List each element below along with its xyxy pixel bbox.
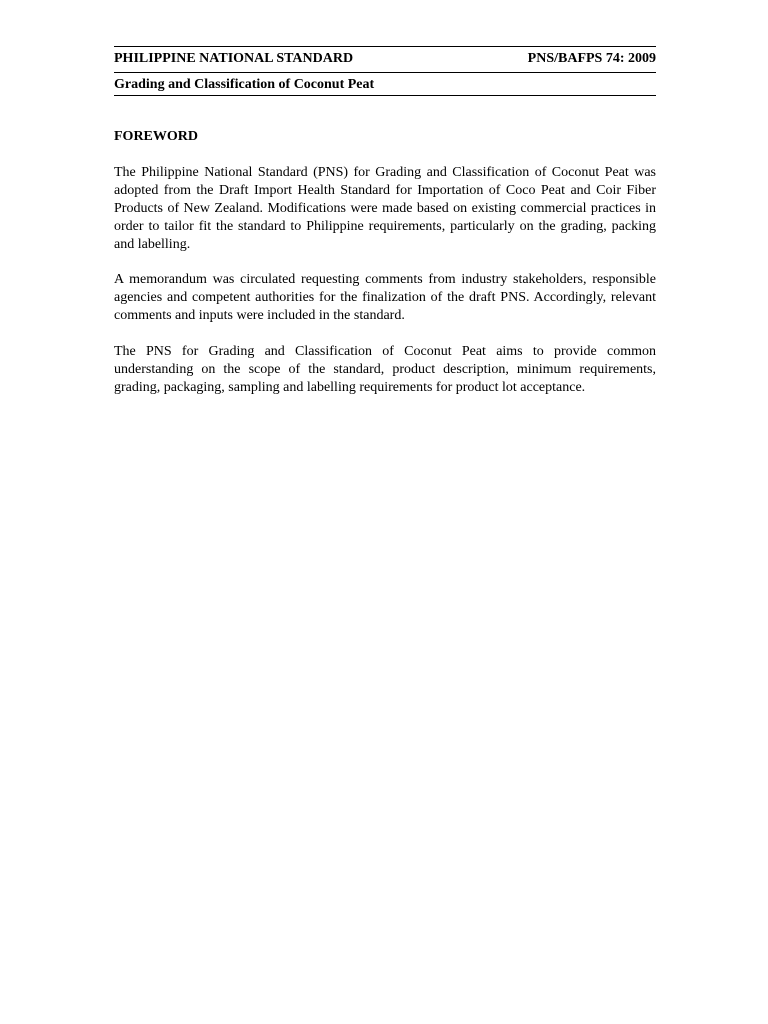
standard-title: PHILIPPINE NATIONAL STANDARD: [114, 51, 354, 66]
foreword-paragraph: The Philippine National Standard (PNS) for Grading and Classification of Coconut Peat was adopted from the Draft Import Health Standard for Importation of Coco Peat and Coir Fiber Products of New Zealand. Modifications were made based on existing commercial practices in order to tailor fit the standard to Philippine requirements, particularly on the grading, packing and labelling.: [114, 165, 656, 252]
header-top-rule: [114, 46, 656, 47]
foreword-paragraph: The PNS for Grading and Classification of Coconut Peat aims to provide common understanding on the scope of the standard, product description, minimum requirements, grading, packaging, sampling and labelling requirements for product lot acceptance.: [114, 344, 656, 395]
document-header: [114, 50, 656, 68]
foreword-heading: FOREWORD: [114, 129, 198, 144]
foreword-paragraph: A memorandum was circulated requesting comments from industry stakeholders, responsible agencies and competent authorities for the finalization of the draft PNS. Accordingly, relevant comments and inputs were included in the standard.: [114, 272, 656, 323]
standard-code: PNS/BAFPS 74: 2009: [527, 51, 656, 66]
document-subtitle: Grading and Classification of Coconut Peat: [114, 77, 375, 92]
header-bottom-rule: [114, 95, 656, 96]
header-middle-rule: [114, 72, 656, 73]
